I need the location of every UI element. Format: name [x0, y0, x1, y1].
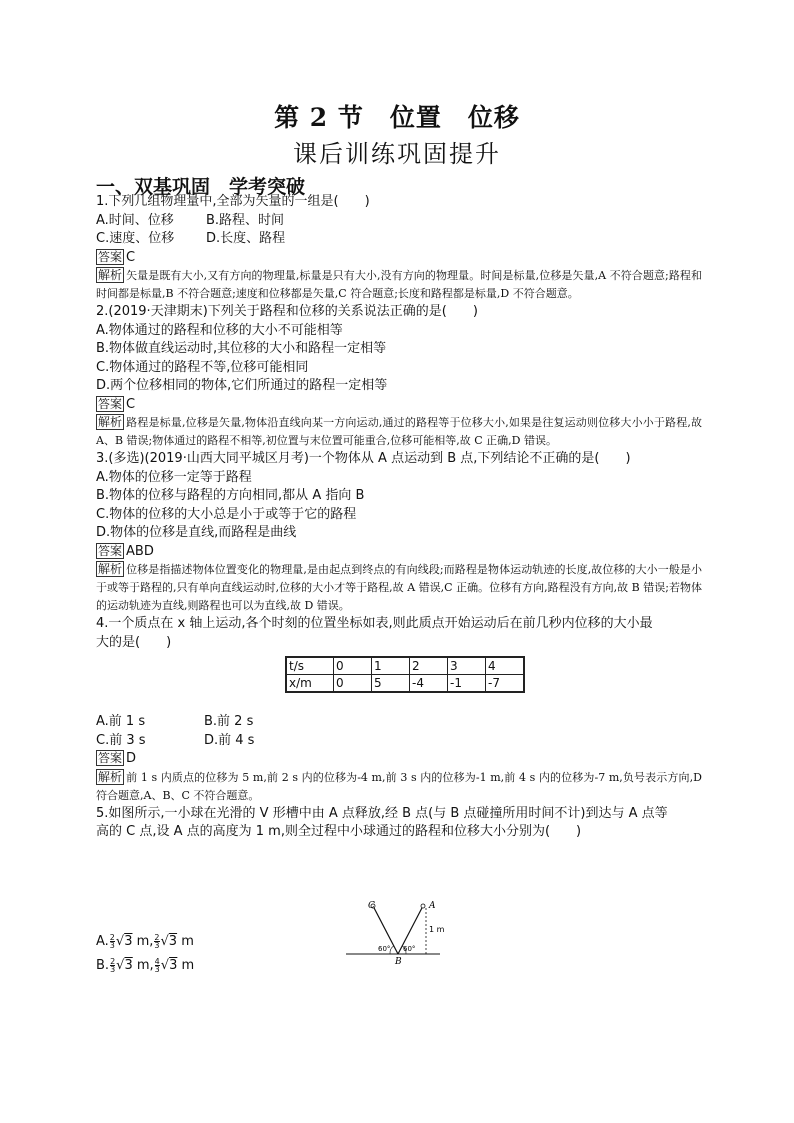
answer-tag: 答案 [98, 543, 123, 558]
q3-explanation-text: 位移是指描述物体位置变化的物理量,是由起点到终点的有向线段;而路程是物体运动轨迹的长度,故位移的大小一般是小于或等于路程的,只有单向直线运动时,位移的大小才等于路程,故 A 错误,C 正确。位移有方向,路程没有方向,故 B 错误;若物体的运动轨迹为直线,则路程也可以为直线,故 D 错误。 [96, 563, 702, 612]
label-c: C [368, 901, 375, 911]
answer-tag: 答案 [98, 249, 123, 264]
q4-option-b: B.前 2 s [204, 714, 254, 729]
label-b: B [395, 957, 402, 967]
sqrt-symbol: √ [116, 957, 125, 973]
page-title: 第 2 节 位置 位移 [274, 103, 520, 132]
table-row-position [286, 675, 524, 693]
q2-option-d: D.两个位移相同的物体,它们所通过的路程一定相等 [96, 378, 388, 393]
section-heading: 一、双基巩固 学考突破 [96, 176, 306, 198]
table-cell: 0 [334, 657, 372, 675]
q1-options-row2 [96, 230, 702, 249]
q3-answer-value: ABD [126, 543, 154, 559]
q5-stem-line2: 高的 C 点,设 A 点的高度为 1 m,则全过程中小球通过的路程和位移大小分别为( ) [96, 824, 582, 839]
table-cell: 0 [334, 675, 372, 693]
ball-a-marker [421, 904, 425, 908]
explain-tag: 解析 [98, 268, 123, 282]
question-list [96, 193, 702, 978]
table-cell: 4 [486, 657, 525, 675]
table-cell: -7 [486, 675, 525, 693]
q2-answer-value: C [126, 396, 136, 412]
q2-option-a: A.物体通过的路程和位移的大小不可能相等 [96, 322, 343, 338]
q1-option-b: B.路程、时间 [206, 212, 285, 228]
sqrt-symbol: √ [160, 957, 170, 973]
q3-explanation [96, 561, 702, 615]
q4-explanation-text: 前 1 s 内质点的位移为 5 m,前 2 s 内的位移为-4 m,前 3 s 内的位移为-1 m,前 4 s 内的位移为-7 m,负号表示方向,D 符合题意,A、B、C 不符合题意。 [96, 770, 702, 802]
q4-option-d: D.前 4 s [204, 732, 255, 748]
answer-tag: 答案 [98, 751, 123, 765]
table-cell: 3 [448, 657, 486, 675]
height-label: 1 m [429, 925, 445, 934]
q2-stem: 2.(2019·天津期末)下列关于路程和位移的关系说法正确的是( ) [96, 304, 478, 319]
v-groove-diagram [340, 896, 450, 968]
angle-right-label: 60° [403, 945, 416, 953]
q1-explanation-text: 矢量是既有大小,又有方向的物理量,标量是只有大小,没有方向的物理量。时间是标量,位移是矢量,A 不符合题意;路程和时间都是标量,B 不符合题意;速度和位移都是矢量,C 符合题意;长度和路程都是标量,D 不符合题意。 [96, 269, 702, 300]
explain-tag: 解析 [98, 415, 123, 429]
q1-explanation [96, 267, 702, 303]
q3-option-c: C.物体的位移的大小总是小于或等于它的路程 [96, 506, 357, 522]
q3-stem: 3.(多选)(2019·山西大同平城区月考)一个物体从 A 点运动到 B 点,下列结论不正确的是( ) [96, 451, 631, 466]
q4-answer [96, 750, 702, 769]
answer-tag: 答案 [98, 396, 123, 411]
angle-arc-left [390, 946, 394, 954]
q1-answer [96, 249, 702, 268]
table-cell: 5 [372, 675, 410, 693]
q1-answer-value: C [126, 249, 136, 265]
q5-option-b: B. $\frac{2}{3}$ √3 m, $\frac{4}{3}$ √3 m [96, 956, 195, 974]
fraction: $\frac{2}{3}$ [154, 932, 160, 950]
q4-option-a: A.前 1 s [96, 714, 146, 729]
q1-option-c: C.速度、位移 [96, 231, 175, 246]
angle-left-label: 60° [378, 945, 391, 953]
q2-explanation-text: 路程是标量,位移是矢量,物体沿直线向某一方向运动,通过的路程等于位移大小,如果是往复运动则位移大小小于路程,故 A、B 错误;物体通过的路程不相等,初位置与末位置可能重合,位移可能相等,故 C 正确,D 错误。 [96, 416, 702, 447]
page-subtitle: 课后训练巩固提升 [293, 140, 501, 168]
q1-stem: 1.下列几组物理量中,全部为矢量的一组是( ) [96, 194, 370, 209]
q1-options-row1 [96, 212, 702, 231]
q1-option-d: D.长度、路程 [206, 231, 286, 246]
q4-answer-value: D [126, 751, 137, 766]
q5-option-a: A. $\frac{2}{3}$ √3 m, $\frac{2}{3}$ √3 m [96, 932, 194, 950]
sqrt-symbol: √ [115, 933, 125, 949]
q2-explanation [96, 414, 702, 450]
q4-option-c: C.前 3 s [96, 732, 146, 748]
fraction: $\frac{2}{3}$ [110, 956, 116, 974]
table-cell: t/s [286, 657, 334, 675]
q4-stem-line2: 大的是( ) [96, 634, 172, 650]
q3-option-a: A.物体的位移一定等于路程 [96, 469, 252, 485]
explain-tag: 解析 [98, 769, 123, 784]
q4-stem-line1: 4.一个质点在 x 轴上运动,各个时刻的位置坐标如表,则此质点开始运动后在前几秒内位移的大小最 [96, 616, 653, 631]
q3-option-d: D.物体的位移是直线,而路程是曲线 [96, 525, 297, 540]
q4-options-row2 [96, 732, 702, 751]
table-cell: x/m [286, 675, 334, 693]
q3-option-b: B.物体的位移与路程的方向相同,都从 A 指向 B [96, 488, 365, 503]
fraction: $\frac{4}{3}$ [154, 956, 160, 974]
q1-option-a: A.时间、位移 [96, 212, 174, 228]
q4-options-row1 [96, 713, 702, 732]
table-cell: -4 [410, 675, 448, 693]
table-row-time [286, 657, 524, 675]
q4-explanation [96, 769, 702, 805]
fraction: $\frac{2}{3}$ [109, 932, 115, 950]
label-a: A [429, 901, 436, 911]
q5-stem-line1: 5.如图所示,一小球在光滑的 V 形槽中由 A 点释放,经 B 点(与 B 点碰撞所用时间不计)到达与 A 点等 [96, 805, 668, 821]
q2-option-c: C.物体通过的路程不等,位移可能相同 [96, 359, 309, 375]
explain-tag: 解析 [98, 562, 123, 576]
table-cell: 1 [372, 657, 410, 675]
table-cell: -1 [448, 675, 486, 693]
q2-answer [96, 396, 702, 415]
q3-answer [96, 543, 702, 562]
table-cell: 2 [410, 657, 448, 675]
position-table [285, 656, 525, 693]
q2-option-b: B.物体做直线运动时,其位移的大小和路程一定相等 [96, 341, 387, 356]
sqrt-symbol: √ [160, 933, 169, 949]
